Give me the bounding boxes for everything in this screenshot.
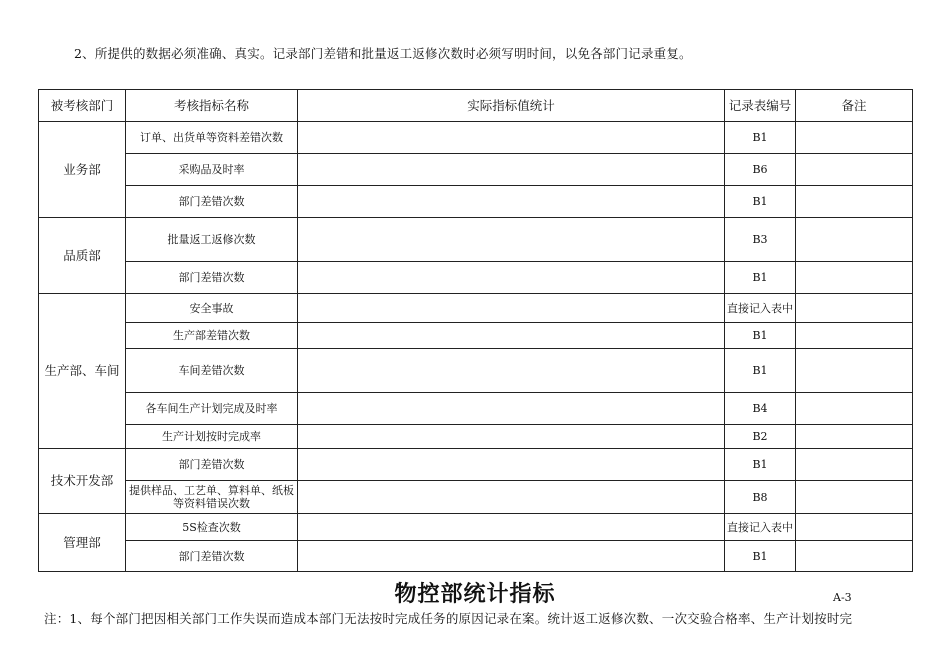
indicator-cell: 生产部差错次数 — [126, 323, 298, 349]
indicator-cell: 部门差错次数 — [126, 541, 298, 572]
actual-value-cell — [298, 122, 725, 154]
table-row — [39, 449, 913, 481]
actual-value-cell — [298, 262, 725, 294]
table-row — [39, 393, 913, 425]
actual-value-cell — [298, 294, 725, 323]
indicator-cell: 生产计划按时完成率 — [126, 425, 298, 449]
actual-value-cell — [298, 218, 725, 262]
table-row — [39, 323, 913, 349]
record-code-cell: B1 — [725, 541, 796, 572]
indicator-cell: 5S检查次数 — [126, 514, 298, 541]
header-record-no: 记录表编号 — [725, 90, 796, 122]
actual-value-cell — [298, 154, 725, 186]
page-title: 物控部统计指标 — [394, 582, 556, 607]
record-code-cell: B1 — [725, 449, 796, 481]
table-row — [39, 425, 913, 449]
remark-cell — [796, 393, 913, 425]
table-row — [39, 349, 913, 393]
dept-cell: 生产部、车间 — [39, 294, 126, 449]
record-code-cell: B6 — [725, 154, 796, 186]
actual-value-cell — [298, 393, 725, 425]
indicator-cell: 采购品及时率 — [126, 154, 298, 186]
record-code-cell: B2 — [725, 425, 796, 449]
dept-cell: 管理部 — [39, 514, 126, 572]
remark-cell — [796, 541, 913, 572]
remark-cell — [796, 122, 913, 154]
actual-value-cell — [298, 481, 725, 514]
table-row — [39, 294, 913, 323]
dept-cell: 品质部 — [39, 218, 126, 294]
dept-cell: 业务部 — [39, 122, 126, 218]
table-row — [39, 122, 913, 154]
actual-value-cell — [298, 186, 725, 218]
indicator-cell: 各车间生产计划完成及时率 — [126, 393, 298, 425]
remark-cell — [796, 218, 913, 262]
table-row — [39, 541, 913, 572]
remark-cell — [796, 186, 913, 218]
record-code-cell: B3 — [725, 218, 796, 262]
indicator-cell: 部门差错次数 — [126, 186, 298, 218]
remark-cell — [796, 481, 913, 514]
table-row — [39, 481, 913, 514]
table-row — [39, 154, 913, 186]
table-row — [39, 218, 913, 262]
table-row — [39, 514, 913, 541]
header-actual: 实际指标值统计 — [298, 90, 725, 122]
kpi-table — [38, 89, 913, 572]
bottom-note: 注：1、每个部门把因相关部门工作失误而造成本部门无法按时完成任务的原因记录在案。统计返工返修次数、一次交验合格率、生产计划按时完 — [44, 611, 853, 626]
record-code-cell: 直接记入表中 — [725, 294, 796, 323]
actual-value-cell — [298, 449, 725, 481]
table-row — [39, 262, 913, 294]
indicator-cell: 批量返工返修次数 — [126, 218, 298, 262]
header-remark: 备注 — [796, 90, 913, 122]
actual-value-cell — [298, 541, 725, 572]
remark-cell — [796, 154, 913, 186]
record-code-cell: 直接记入表中 — [725, 514, 796, 541]
remark-cell — [796, 449, 913, 481]
indicator-cell: 提供样品、工艺单、算料单、纸板等资料错误次数 — [126, 481, 298, 514]
remark-cell — [796, 294, 913, 323]
actual-value-cell — [298, 425, 725, 449]
record-code-cell: B4 — [725, 393, 796, 425]
header-dept: 被考核部门 — [39, 90, 126, 122]
record-code-cell: B1 — [725, 122, 796, 154]
record-code-cell: B1 — [725, 323, 796, 349]
remark-cell — [796, 323, 913, 349]
record-code-cell: B1 — [725, 262, 796, 294]
remark-cell — [796, 349, 913, 393]
form-code: A-3 — [833, 591, 852, 604]
remark-cell — [796, 262, 913, 294]
header-row — [39, 90, 913, 122]
indicator-cell: 部门差错次数 — [126, 449, 298, 481]
indicator-cell: 车间差错次数 — [126, 349, 298, 393]
record-code-cell: B1 — [725, 186, 796, 218]
remark-cell — [796, 425, 913, 449]
header-indicator: 考核指标名称 — [126, 90, 298, 122]
indicator-cell: 订单、出货单等资料差错次数 — [126, 122, 298, 154]
dept-cell: 技术开发部 — [39, 449, 126, 514]
indicator-cell: 安全事故 — [126, 294, 298, 323]
top-note: 2、所提供的数据必须准确、真实。记录部门差错和批量返工返修次数时必须写明时间，以免各部门记录重复。 — [74, 46, 692, 61]
record-code-cell: B8 — [725, 481, 796, 514]
actual-value-cell — [298, 323, 725, 349]
remark-cell — [796, 514, 913, 541]
actual-value-cell — [298, 349, 725, 393]
actual-value-cell — [298, 514, 725, 541]
indicator-cell: 部门差错次数 — [126, 262, 298, 294]
record-code-cell: B1 — [725, 349, 796, 393]
table-row — [39, 186, 913, 218]
